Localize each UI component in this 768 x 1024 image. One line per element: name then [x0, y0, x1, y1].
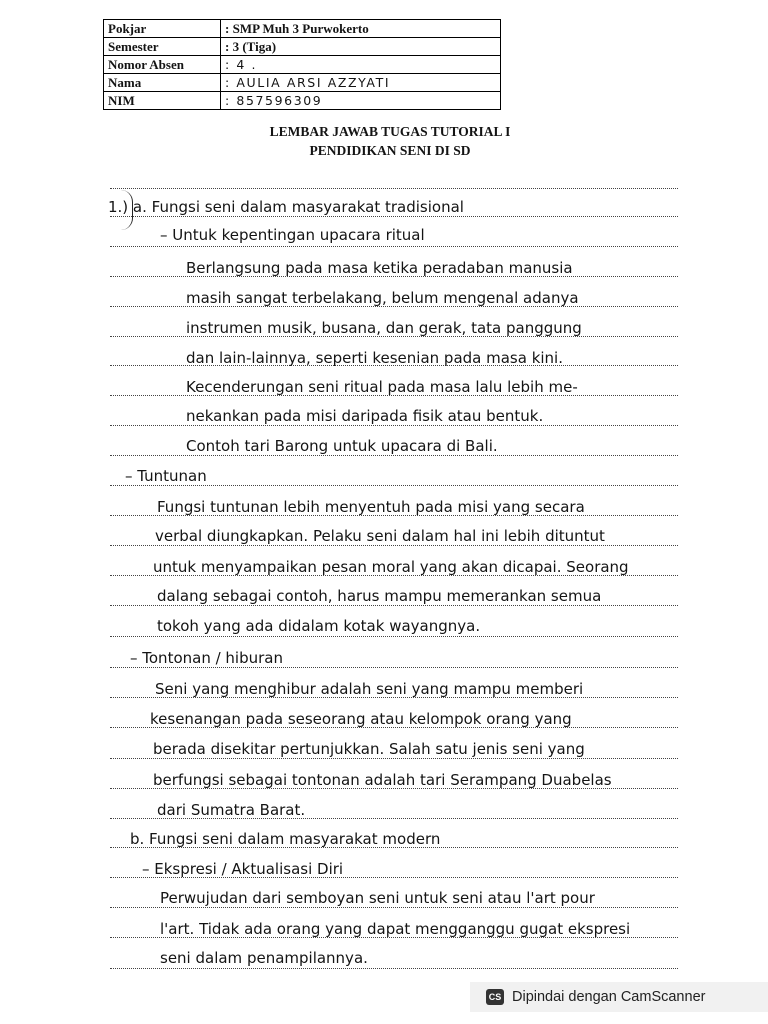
- watermark-text: Dipindai dengan CamScanner: [512, 989, 706, 1005]
- handwritten-line: dalang sebagai contoh, harus mampu memerankan semua: [157, 587, 602, 605]
- handwritten-line: b. Fungsi seni dalam masyarakat modern: [130, 830, 441, 848]
- field-value: : 4 .: [221, 56, 501, 74]
- handwritten-line: instrumen musik, busana, dan gerak, tata panggung: [186, 319, 582, 337]
- field-label: Pokjar: [104, 20, 221, 38]
- handwritten-line: seni dalam penampilannya.: [160, 949, 368, 967]
- field-label: Nomor Absen: [104, 56, 221, 74]
- handwritten-line: dan lain-lainnya, seperti kesenian pada masa kini.: [186, 349, 563, 367]
- handwritten-line: masih sangat terbelakang, belum mengenal adanya: [186, 289, 579, 307]
- handwritten-line: tokoh yang ada didalam kotak wayangnya.: [157, 617, 481, 635]
- ruled-line: [110, 968, 678, 969]
- handwritten-line: dari Sumatra Barat.: [157, 801, 306, 819]
- handwritten-line: Seni yang menghibur adalah seni yang mampu memberi: [155, 680, 584, 698]
- ruled-line: [110, 188, 678, 189]
- handwritten-line: – Tontonan / hiburan: [130, 649, 283, 667]
- handwritten-line: l'art. Tidak ada orang yang dapat mengganggu gugat ekspresi: [160, 920, 631, 938]
- handwritten-line: verbal diungkapkan. Pelaku seni dalam hal ini lebih dituntut: [155, 527, 605, 545]
- ruled-line: [110, 246, 678, 247]
- camscanner-watermark: [470, 982, 768, 1012]
- table-row: [104, 56, 501, 74]
- field-value: : SMP Muh 3 Purwokerto: [221, 20, 501, 38]
- document-title: LEMBAR JAWAB TUGAS TUTORIAL I: [269, 124, 511, 139]
- handwritten-line: 1.) a. Fungsi seni dalam masyarakat tradisional: [108, 198, 464, 216]
- table-row: [104, 92, 501, 110]
- handwritten-line: untuk menyampaikan pesan moral yang akan dicapai. Seorang: [153, 558, 629, 576]
- handwritten-line: berfungsi sebagai tontonan adalah tari Serampang Duabelas: [153, 771, 612, 789]
- student-info-table: [103, 19, 501, 110]
- handwritten-line: berada disekitar pertunjukkan. Salah satu jenis seni yang: [153, 740, 585, 758]
- handwritten-line: – Untuk kepentingan upacara ritual: [160, 226, 425, 244]
- field-value: : AULIA ARSI AZZYATI: [221, 74, 501, 92]
- handwritten-line: nekankan pada misi daripada fisik atau bentuk.: [186, 407, 544, 425]
- table-row: [104, 74, 501, 92]
- handwritten-line: – Ekspresi / Aktualisasi Diri: [142, 860, 344, 878]
- handwritten-line: Perwujudan dari semboyan seni untuk seni atau l'art pour: [160, 889, 595, 907]
- handwritten-line: kesenangan pada seseorang atau kelompok orang yang: [150, 710, 572, 728]
- field-label: NIM: [104, 92, 221, 110]
- field-label: Nama: [104, 74, 221, 92]
- field-label: Semester: [104, 38, 221, 56]
- handwritten-line: Fungsi tuntunan lebih menyentuh pada misi yang secara: [157, 498, 585, 516]
- camscanner-logo-icon: CS: [486, 989, 504, 1005]
- field-value: : 3 (Tiga): [221, 38, 501, 56]
- field-value: : 857596309: [221, 92, 501, 110]
- document-subtitle: PENDIDIKAN SENI DI SD: [309, 143, 471, 158]
- handwritten-line: – Tuntunan: [125, 467, 207, 485]
- ruled-line: [110, 636, 678, 637]
- handwritten-line: Kecenderungan seni ritual pada masa lalu lebih me-: [186, 378, 578, 396]
- handwritten-line: Contoh tari Barong untuk upacara di Bali.: [186, 437, 498, 455]
- table-row: [104, 38, 501, 56]
- table-row: [104, 20, 501, 38]
- handwritten-line: Berlangsung pada masa ketika peradaban manusia: [186, 259, 573, 277]
